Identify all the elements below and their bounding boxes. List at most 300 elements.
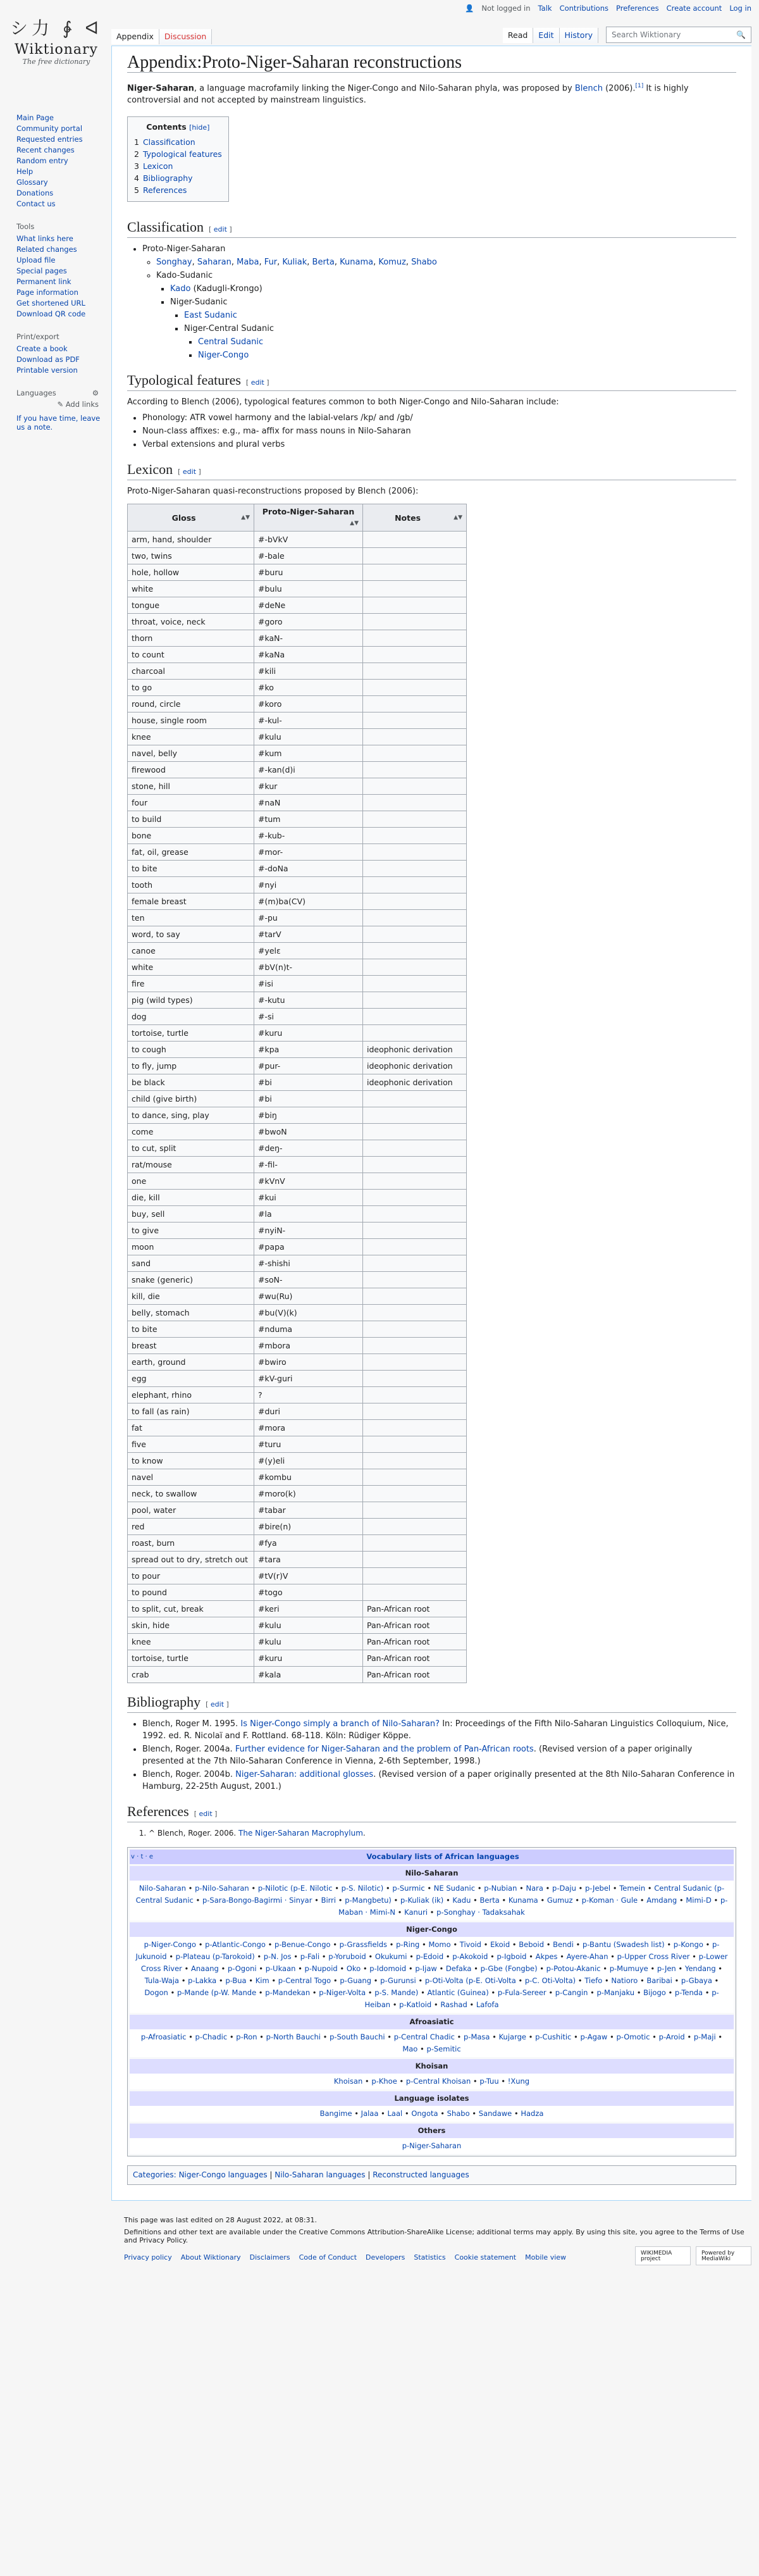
- navbox-link[interactable]: Berta: [479, 1896, 500, 1905]
- tab-edit[interactable]: Edit: [533, 28, 559, 43]
- navbox-link[interactable]: p-Aroid: [658, 2032, 685, 2042]
- navbox-link[interactable]: p-Ring: [396, 1940, 420, 1950]
- navbox-link[interactable]: p-Lakka: [188, 1976, 217, 1986]
- table-row: [128, 1025, 467, 1042]
- reconstruction-cell: #kur: [254, 778, 363, 795]
- table-row: [128, 1420, 467, 1436]
- notes-cell: [363, 1223, 467, 1239]
- navbox-link[interactable]: Natioro: [611, 1976, 638, 1986]
- table-row: [128, 1173, 467, 1190]
- column-header[interactable]: [363, 504, 467, 532]
- edit-link[interactable]: edit: [210, 1700, 225, 1709]
- toc-item[interactable]: [134, 148, 222, 160]
- toc-item[interactable]: [134, 160, 222, 172]
- reconstruction-cell: #bu(V)(k): [254, 1305, 363, 1321]
- gloss-cell: round, circle: [128, 696, 254, 712]
- navbox-link[interactable]: p-Guang: [340, 1976, 372, 1986]
- navbox-link[interactable]: p-Ogoni: [227, 1964, 257, 1974]
- navbox-link[interactable]: p-Nubian: [484, 1884, 517, 1893]
- ref-link[interactable]: The Niger-Saharan Macrophylum: [238, 1829, 363, 1838]
- navbox-link[interactable]: p-Maban · Mimi-N: [338, 1896, 728, 1917]
- typology-intro: According to Blench (2006), typological features common to both Niger-Congo and Nilo-Saharan include:: [127, 397, 559, 408]
- column-header[interactable]: [128, 504, 254, 532]
- navbox-link[interactable]: p-Yoruboid: [328, 1952, 366, 1962]
- sort-icon[interactable]: ▲▼: [350, 520, 359, 527]
- gloss-cell: to cut, split: [128, 1140, 254, 1157]
- navbox-link[interactable]: p-Daju: [552, 1884, 576, 1893]
- edit-link[interactable]: edit: [199, 1810, 213, 1819]
- reconstruction-cell: #koro: [254, 696, 363, 712]
- gloss-cell: house, single room: [128, 712, 254, 729]
- add-links-label: Add links: [65, 400, 99, 409]
- reconstruction-cell: #kV-guri: [254, 1371, 363, 1387]
- navbox-link[interactable]: p-Jebel: [584, 1884, 611, 1893]
- nilo-language-link[interactable]: Kunama: [340, 258, 374, 268]
- navbox-link[interactable]: p-North Bauchi: [266, 2032, 321, 2042]
- navbox-link[interactable]: Rashad: [440, 2000, 467, 2010]
- navbox-link[interactable]: Ekoid: [490, 1940, 510, 1950]
- navbox-link[interactable]: Laal: [387, 2109, 403, 2119]
- lexicon-edit[interactable]: [ edit ]: [178, 468, 201, 476]
- nilo-language-link[interactable]: Berta: [312, 258, 335, 268]
- navbox-link[interactable]: p-Chadic: [195, 2032, 228, 2042]
- navbox-link[interactable]: Bijogo: [643, 1988, 666, 1998]
- navbox-link[interactable]: Jalaa: [361, 2109, 379, 2119]
- navbox-link[interactable]: p-Katloid: [399, 2000, 432, 2010]
- navbox-link[interactable]: p-Tenda: [674, 1988, 703, 1998]
- reconstruction-cell: ?: [254, 1387, 363, 1403]
- gloss-cell: to count: [128, 647, 254, 663]
- navbox-link[interactable]: p-Cangin: [555, 1988, 588, 1998]
- navbox-link[interactable]: p-Gurunsi: [380, 1976, 416, 1986]
- sidebar-tool-item-link[interactable]: Permanent link: [16, 277, 71, 286]
- navbox-link[interactable]: p-Plateau (p-Tarokoid): [175, 1952, 255, 1962]
- notes-cell: [363, 1288, 467, 1305]
- preferences-link[interactable]: Preferences: [615, 4, 659, 13]
- navbox-link[interactable]: Nara: [526, 1884, 543, 1893]
- edit-link[interactable]: edit: [213, 225, 227, 234]
- toc-item[interactable]: [134, 184, 222, 196]
- edit-link[interactable]: edit: [250, 378, 264, 387]
- reconstruction-cell: #isi: [254, 976, 363, 992]
- wikimedia-badge[interactable]: WIKIMEDIA project: [635, 2246, 691, 2265]
- sidebar-tools: [16, 233, 108, 320]
- navbox-link[interactable]: p-Mande (p-W. Mande: [176, 1988, 257, 1998]
- navbox-link[interactable]: p-S. Mande): [374, 1988, 419, 1998]
- gloss-cell: to split, cut, break: [128, 1601, 254, 1617]
- navbox-link[interactable]: Kanuri: [404, 1908, 428, 1917]
- navbox-link[interactable]: Akpes: [535, 1952, 558, 1962]
- navbox-link[interactable]: p-Semitic: [426, 2044, 461, 2054]
- navbox-link[interactable]: p-Akokoid: [452, 1952, 488, 1962]
- navbox-link[interactable]: Khoisan: [333, 2077, 363, 2086]
- navbox-link[interactable]: Hadza: [521, 2109, 544, 2119]
- bib-link[interactable]: Niger-Saharan: additional glosses: [235, 1770, 374, 1780]
- blench-link[interactable]: Blench: [574, 84, 603, 94]
- sidebar-item: [16, 166, 108, 177]
- notes-cell: [363, 1239, 467, 1255]
- navbox-link[interactable]: p-Khoe: [371, 2077, 397, 2086]
- sidebar-tool-item-link[interactable]: What links here: [16, 234, 73, 243]
- navbox-link[interactable]: p-Koman · Gule: [581, 1896, 638, 1905]
- gloss-cell: to cough: [128, 1042, 254, 1058]
- leave-note-link[interactable]: If you have time, leave us a note.: [16, 414, 101, 432]
- reconstruction-cell: #tum: [254, 811, 363, 828]
- navbox-link[interactable]: p-Sara-Bongo-Bagirmi · Sinyar: [202, 1896, 312, 1905]
- sidebar-tool-item: [16, 309, 108, 320]
- navbox-link[interactable]: Oko: [346, 1964, 361, 1974]
- navbox-link[interactable]: p-Benue-Congo: [275, 1940, 331, 1950]
- navbox-link[interactable]: p-Niger-Saharan: [402, 2141, 462, 2151]
- navbox-link[interactable]: Temein: [619, 1884, 646, 1893]
- navbox-vte-links[interactable]: v · t · e: [131, 1853, 154, 1861]
- notes-cell: Pan-African root: [363, 1650, 467, 1667]
- bib-link[interactable]: Is Niger-Congo simply a branch of Nilo-Saharan?: [240, 1719, 440, 1729]
- navbox-link[interactable]: Kim: [255, 1976, 269, 1986]
- navbox-link[interactable]: p-Niger-Volta: [319, 1988, 366, 1998]
- reconstruction-cell: #-kutu: [254, 992, 363, 1009]
- navbox-link[interactable]: p-Mangbetu): [345, 1896, 392, 1905]
- footer-link[interactable]: Developers: [366, 2253, 405, 2262]
- sidebar-tool-item-link[interactable]: Page information: [16, 288, 78, 297]
- navbox-link[interactable]: p-Kuliak (ik): [400, 1896, 444, 1905]
- gloss-cell: white: [128, 959, 254, 976]
- central-sudanic-link[interactable]: Central Sudanic: [198, 337, 264, 347]
- navbox-link[interactable]: Momo: [428, 1940, 451, 1950]
- typology-edit[interactable]: [ edit ]: [245, 378, 269, 387]
- navbox-link[interactable]: p-Fali: [300, 1952, 320, 1962]
- navbox-link[interactable]: Mao: [402, 2044, 418, 2054]
- navbox-link[interactable]: p-Ijaw: [415, 1964, 437, 1974]
- main-content: [111, 46, 751, 2201]
- navbox-link[interactable]: p-N. Jos: [263, 1952, 292, 1962]
- sidebar-tool-item-link[interactable]: Download QR code: [16, 309, 86, 318]
- typology-heading: Typological features: [127, 372, 241, 389]
- navbox-link[interactable]: p-Central Chadic: [393, 2032, 455, 2042]
- nilo-language-link[interactable]: Saharan: [197, 258, 231, 268]
- search-icon[interactable]: 🔍: [736, 30, 746, 39]
- toc-item[interactable]: [134, 136, 222, 148]
- contributions-link[interactable]: Contributions: [559, 4, 608, 13]
- navbox-title-link[interactable]: Vocabulary lists of African languages: [366, 1852, 519, 1862]
- footer-link[interactable]: Code of Conduct: [299, 2253, 357, 2262]
- navbox-link[interactable]: !Xung: [507, 2077, 530, 2086]
- reconstruction-cell: #togo: [254, 1584, 363, 1601]
- navbox-link[interactable]: p-Fula-Sereer: [497, 1988, 546, 1998]
- table-row: [128, 1321, 467, 1338]
- navbox-link[interactable]: p-Grassfields: [339, 1940, 388, 1950]
- navbox-link[interactable]: Bangime: [319, 2109, 352, 2119]
- reconstruction-cell: #duri: [254, 1403, 363, 1420]
- navbox-link[interactable]: p-Agaw: [580, 2032, 608, 2042]
- navbox-link[interactable]: Kujarge: [498, 2032, 526, 2042]
- navbox-link[interactable]: p-Cushitic: [535, 2032, 572, 2042]
- navbox-link[interactable]: p-Central Togo: [278, 1976, 331, 1986]
- gloss-cell: tongue: [128, 597, 254, 614]
- toc-link[interactable]: Bibliography: [142, 173, 193, 184]
- navbox-link[interactable]: Amdang: [646, 1896, 677, 1905]
- reconstruction-cell: #kui: [254, 1190, 363, 1206]
- category-link[interactable]: Reconstructed languages: [373, 2170, 469, 2180]
- navbox-link[interactable]: p-Nilotic (p-E. Nilotic: [257, 1884, 333, 1893]
- toc-link[interactable]: Typological features: [142, 149, 222, 159]
- mediawiki-badge[interactable]: Powered by MediaWiki: [696, 2246, 751, 2265]
- notes-cell: [363, 1420, 467, 1436]
- footer-link[interactable]: Cookie statement: [454, 2253, 517, 2262]
- sidebar-item-link[interactable]: Main Page: [16, 113, 54, 122]
- column-header[interactable]: [254, 504, 363, 532]
- navbox-link[interactable]: Tula-Waja: [144, 1976, 180, 1986]
- navbox-link[interactable]: p-Heiban: [364, 1988, 719, 2010]
- sidebar-item-link[interactable]: Glossary: [16, 178, 48, 187]
- footer-link[interactable]: Disclaimers: [249, 2253, 290, 2262]
- navbox-link[interactable]: p-Lower Cross River: [140, 1952, 728, 1974]
- sidebar-tool-item: [16, 277, 108, 287]
- gloss-cell: belly, stomach: [128, 1305, 254, 1321]
- navbox-link[interactable]: Ongota: [411, 2109, 438, 2119]
- navbox-link[interactable]: p-Omotic: [616, 2032, 650, 2042]
- navbox-link[interactable]: Okukumi: [374, 1952, 407, 1962]
- sidebar-tool-item-link[interactable]: Get shortened URL: [16, 299, 85, 308]
- navbox-link[interactable]: p-Ukaan: [265, 1964, 296, 1974]
- sidebar-item-link[interactable]: Random entry: [16, 156, 68, 165]
- sidebar-item-link[interactable]: Recent changes: [16, 146, 75, 154]
- sidebar-item: [16, 134, 108, 145]
- tab-history[interactable]: History: [560, 28, 598, 43]
- sidebar-item: [16, 123, 108, 134]
- notes-cell: [363, 1025, 467, 1042]
- nilo-language-link[interactable]: Komuz: [378, 258, 406, 268]
- sidebar-tool-item-link[interactable]: Special pages: [16, 266, 67, 275]
- navbox-link[interactable]: Tivoid: [459, 1940, 481, 1950]
- table-body: [128, 532, 467, 1683]
- navbox-link[interactable]: Beboid: [519, 1940, 545, 1950]
- table-row: [128, 926, 467, 943]
- notes-cell: [363, 1321, 467, 1338]
- navbox-link[interactable]: Bendi: [553, 1940, 574, 1950]
- navbox-link[interactable]: p-South Bauchi: [330, 2032, 385, 2042]
- navbox-link[interactable]: Central Sudanic (p-Central Sudanic: [135, 1884, 725, 1905]
- login-link[interactable]: Log in: [729, 4, 751, 13]
- gloss-cell: egg: [128, 1371, 254, 1387]
- table-row: [128, 1634, 467, 1650]
- nilo-language-link[interactable]: Songhay: [156, 258, 192, 268]
- notes-cell: [363, 1519, 467, 1535]
- navbox-link[interactable]: Kunama: [508, 1896, 538, 1905]
- sort-icon[interactable]: ▲▼: [241, 514, 250, 521]
- notes-cell: [363, 1206, 467, 1223]
- gloss-cell: knee: [128, 729, 254, 745]
- classification-edit[interactable]: [ edit ]: [208, 225, 232, 234]
- category-link[interactable]: Nilo-Saharan languages: [275, 2170, 366, 2180]
- ref-1-link[interactable]: [1]: [635, 83, 644, 89]
- navbox-link[interactable]: p-Igboid: [497, 1952, 527, 1962]
- edit-link[interactable]: edit: [182, 468, 197, 476]
- bibliography-edit[interactable]: [ edit ]: [206, 1700, 229, 1709]
- navbox-link[interactable]: Baribai: [646, 1976, 672, 1986]
- column-header-label: Proto-Niger-Saharan: [262, 507, 355, 517]
- navbox-link[interactable]: p-Potou-Akanic: [546, 1964, 601, 1974]
- table-row: [128, 1519, 467, 1535]
- footer-link[interactable]: Privacy policy: [124, 2253, 172, 2262]
- niger-congo-link[interactable]: Niger-Congo: [198, 351, 249, 361]
- navbox-link[interactable]: p-Surmic: [392, 1884, 425, 1893]
- tab-discussion[interactable]: Discussion: [159, 29, 212, 44]
- footer-link[interactable]: Mobile view: [525, 2253, 567, 2262]
- sidebar-print-item-link[interactable]: Create a book: [16, 344, 68, 353]
- navbox-link[interactable]: Tiefo: [584, 1976, 603, 1986]
- navbox-link[interactable]: p-S. Nilotic): [341, 1884, 384, 1893]
- create-account-link[interactable]: Create account: [666, 4, 722, 13]
- navbox-link[interactable]: Gumuz: [546, 1896, 573, 1905]
- navbox-link[interactable]: p-Songhay · Tadaksahak: [436, 1908, 525, 1917]
- reconstruction-cell: #-si: [254, 1009, 363, 1025]
- kado-link[interactable]: Kado: [170, 284, 191, 294]
- navbox-link[interactable]: Shabo: [447, 2109, 470, 2119]
- nilo-language-link[interactable]: Shabo: [411, 258, 437, 268]
- sidebar-item-link[interactable]: Requested entries: [16, 135, 83, 144]
- navbox-link[interactable]: p-Jukunoid: [135, 1940, 720, 1962]
- navbox-link[interactable]: p-C. Oti-Volta): [524, 1976, 576, 1986]
- navbox-link[interactable]: p-Mumuye: [609, 1964, 648, 1974]
- notes-cell: [363, 811, 467, 828]
- reconstruction-cell: #naN: [254, 795, 363, 811]
- toc-link[interactable]: References: [142, 185, 187, 196]
- bibliography-heading: Bibliography: [127, 1694, 201, 1710]
- bibliography-item: [142, 1718, 736, 1742]
- navbox-link[interactable]: p-Atlantic-Congo: [205, 1940, 266, 1950]
- navbox-link[interactable]: p-Oti-Volta (p-E. Oti-Volta: [424, 1976, 516, 1986]
- sidebar-item-link[interactable]: Contact us: [16, 199, 56, 208]
- sidebar-tool-item-link[interactable]: Related changes: [16, 245, 77, 254]
- notes-cell: [363, 893, 467, 910]
- toc-number: 3: [134, 161, 139, 171]
- toc-link[interactable]: Classification: [142, 137, 195, 147]
- navbox-link[interactable]: p-Bantu (Swadesh list): [583, 1940, 665, 1950]
- table-row: [128, 1667, 467, 1683]
- notes-cell: [363, 1338, 467, 1354]
- tab-appendix[interactable]: Appendix: [111, 29, 159, 44]
- toc-hide-button[interactable]: [hide]: [189, 123, 210, 132]
- navbox-link[interactable]: p-Nilo-Saharan: [195, 1884, 249, 1893]
- navbox-link[interactable]: p-Afroasiatic: [140, 2032, 187, 2042]
- toc-link[interactable]: Lexicon: [142, 161, 173, 171]
- east-sudanic-link[interactable]: East Sudanic: [184, 311, 237, 321]
- talk-link[interactable]: Talk: [538, 4, 552, 13]
- navbox-link[interactable]: p-Edoid: [416, 1952, 444, 1962]
- reconstruction-cell: #tarV: [254, 926, 363, 943]
- sidebar-print-item-link[interactable]: Download as PDF: [16, 355, 80, 364]
- sidebar-item-link[interactable]: Help: [16, 167, 34, 176]
- navbox-link[interactable]: p-Kongo: [673, 1940, 703, 1950]
- last-edited: This page was last edited on 28 August 2022, at 08:31.: [124, 2216, 318, 2224]
- table-row: [128, 1568, 467, 1584]
- nilo-language-link[interactable]: Fur: [264, 258, 278, 268]
- navbox-link[interactable]: p-Idomoid: [369, 1964, 407, 1974]
- sidebar-item-link[interactable]: Donations: [16, 189, 54, 197]
- navbox-group-title: Afroasiatic: [130, 2015, 734, 2029]
- site-logo[interactable]: [9, 18, 104, 66]
- references-edit[interactable]: [ edit ]: [194, 1810, 218, 1819]
- bib-link[interactable]: Further evidence for Niger-Saharan and the problem of Pan-African roots: [235, 1745, 534, 1755]
- category-link[interactable]: Niger-Congo languages: [178, 2170, 268, 2180]
- navbox-link[interactable]: Anaang: [191, 1964, 219, 1974]
- gloss-cell: navel: [128, 1469, 254, 1486]
- navbox-link[interactable]: p-Niger-Congo: [144, 1940, 197, 1950]
- navbox-link[interactable]: p-Nupoid: [304, 1964, 338, 1974]
- tab-read[interactable]: Read: [503, 28, 533, 43]
- navbox-link[interactable]: Birri: [321, 1896, 336, 1905]
- notes-cell: [363, 1354, 467, 1371]
- table-row: [128, 943, 467, 959]
- sidebar-print-title: Print/export: [16, 332, 59, 341]
- gear-icon[interactable]: ⚙: [92, 389, 99, 397]
- navbox-link[interactable]: p-Maji: [693, 2032, 716, 2042]
- navbox-link[interactable]: p-Jen: [657, 1964, 676, 1974]
- nilo-language-link[interactable]: Kuliak: [282, 258, 307, 268]
- sidebar-item-link[interactable]: Community portal: [16, 124, 83, 133]
- gloss-cell: die, kill: [128, 1190, 254, 1206]
- navbox-link[interactable]: Sandawe: [478, 2109, 512, 2119]
- sidebar-print-item-link[interactable]: Printable version: [16, 366, 78, 375]
- table-row: [128, 1502, 467, 1519]
- navbox-link[interactable]: p-Tuu: [479, 2077, 499, 2086]
- reconstruction-cell: #kala: [254, 1667, 363, 1683]
- table-row: [128, 1601, 467, 1617]
- categories-label[interactable]: Categories:: [133, 2170, 176, 2180]
- toc-item[interactable]: [134, 172, 222, 184]
- add-links[interactable]: ✎ Add links: [57, 400, 99, 409]
- table-row: [128, 729, 467, 745]
- reconstruction-cell: #tV(r)V: [254, 1568, 363, 1584]
- gloss-cell: fat, oil, grease: [128, 844, 254, 861]
- sort-icon[interactable]: ▲▼: [454, 514, 462, 521]
- navbox-link[interactable]: p-Gbaya: [681, 1976, 712, 1986]
- section-classification: [127, 221, 736, 238]
- footer-link[interactable]: Statistics: [414, 2253, 446, 2262]
- navbox-link[interactable]: Dogon: [144, 1988, 168, 1998]
- namespace-tabs: [111, 29, 212, 44]
- navbox-link[interactable]: Mimi-D: [686, 1896, 712, 1905]
- navbox-link[interactable]: p-Manjaku: [596, 1988, 635, 1998]
- navbox-link[interactable]: Kadu: [452, 1896, 471, 1905]
- navbox-link[interactable]: Lafofa: [476, 2000, 499, 2010]
- notes-cell: [363, 1009, 467, 1025]
- navbox-link[interactable]: Ayere-Ahan: [566, 1952, 608, 1962]
- navbox-link[interactable]: p-Bua: [225, 1976, 247, 1986]
- navbox-link[interactable]: p-Central Khoisan: [405, 2077, 471, 2086]
- navbox-link[interactable]: Nilo-Saharan: [139, 1884, 187, 1893]
- reconstruction-cell: #-pu: [254, 910, 363, 926]
- table-row: [128, 1338, 467, 1354]
- navbox-link[interactable]: p-Mandekan: [265, 1988, 311, 1998]
- nilo-language-link[interactable]: Maba: [237, 258, 259, 268]
- navbox-link[interactable]: p-Masa: [464, 2032, 490, 2042]
- navbox-link[interactable]: Yendang: [684, 1964, 716, 1974]
- reconstruction-cell: #bire(n): [254, 1519, 363, 1535]
- reconstruction-cell: #buru: [254, 564, 363, 581]
- navbox-link[interactable]: p-Gbe (Fongbe): [480, 1964, 538, 1974]
- reconstruction-cell: #bwoN: [254, 1124, 363, 1140]
- navbox-link[interactable]: p-Ron: [236, 2032, 257, 2042]
- navbox-link[interactable]: Atlantic (Guinea): [427, 1988, 489, 1998]
- navbox-link[interactable]: p-Upper Cross River: [617, 1952, 690, 1962]
- navbox-link[interactable]: Defaka: [445, 1964, 472, 1974]
- search-input[interactable]: [606, 27, 751, 43]
- navbox-link[interactable]: NE Sudanic: [433, 1884, 476, 1893]
- footer-link[interactable]: About Wiktionary: [180, 2253, 241, 2262]
- sidebar-tool-item-link[interactable]: Upload file: [16, 256, 56, 264]
